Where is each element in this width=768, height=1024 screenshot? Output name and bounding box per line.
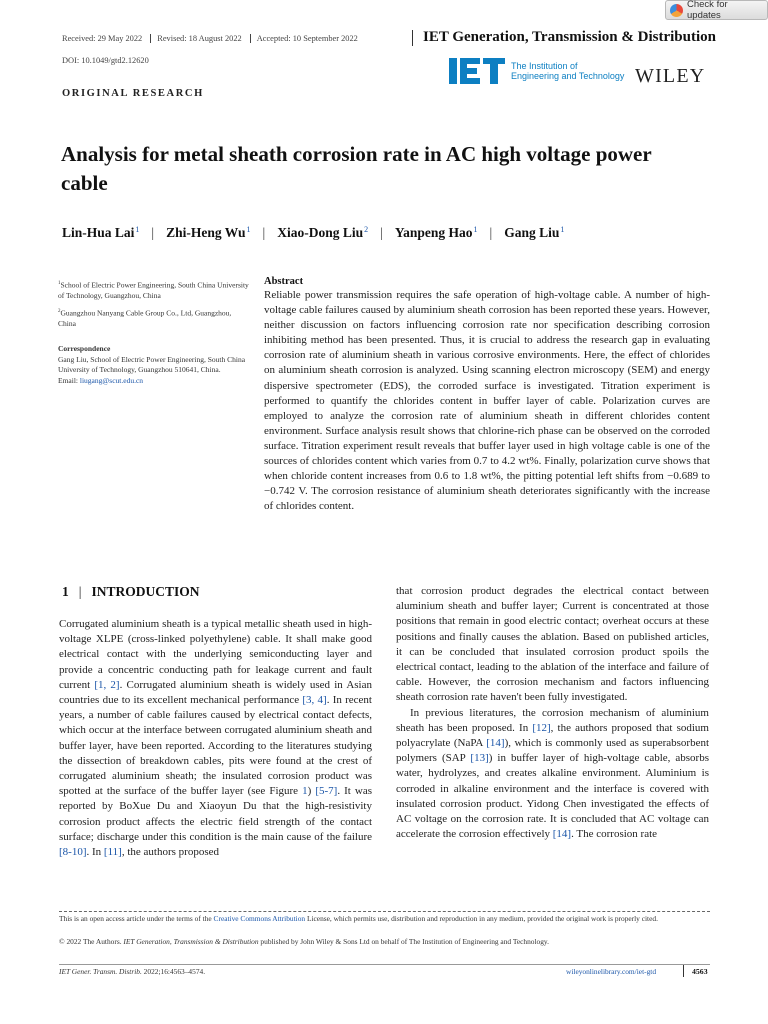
reference-link[interactable]: 1 [302, 785, 308, 798]
abstract-text: Reliable power transmission requires the safe operation of high-voltage cable. A number of high-voltage cable failures caused by aluminium sheath corrosion has been reported these years. However, neither discussion on factors influencing corrosion rate nor specification describing corrosion inhibiting method has been presented. Thus, it is crucial to address the research gap in evaluating corrosion rate of aluminium sheath in various corrosive environments. Here, the effect of chlorides on aluminium sheath corrosion is analyzed. Using scanning electron microscopy (SEM) and energy dispersive spectrometer (EDS), the corroded surface is investigated. Titration experiment is performed to quantify the chlorides content in buffer layer of cable. Polarization curves are employed to analyze the corrosion rate of aluminium sheath in different chlorides content environment. Surface analysis result shows that chlorine-rich phase can be observed on the corroded surface. Titration experiment result reveals that buffer layer used in high voltage cable is one of the sources of chlorides content which varies from 0.7 to 4.2 wt%. Finally, polarization curve shows that when chloride content increases from 0.6 to 1.8 wt%, the pitting potential left shifts from −0.689 to −0.742 V. The corrosion resistance of aluminium sheath deteriorates significantly with the increase of chlorides content. [264, 289, 710, 513]
affiliation-2: $^2$Guangzhou Nanyang Cable Group Co., Ltd, Guangzhou, China [58, 308, 232, 329]
affiliation-marker[interactable]: 2 [364, 225, 369, 234]
reference-link[interactable]: [8-10] [59, 846, 87, 859]
correspondence-text: Gang Liu, School of Electric Power Engineering, South China University of Technology, Guangzhou 510641, China. Email: liugang@scut.edu.cn [58, 355, 246, 385]
abstract [264, 276, 710, 514]
author-list [62, 225, 564, 241]
footer-separator [683, 965, 684, 977]
author-separator: | [262, 225, 266, 240]
footer-divider [59, 964, 710, 965]
crossmark-icon [670, 4, 683, 17]
wiley-logo: WILEY [635, 65, 706, 87]
reference-link[interactable]: [12] [532, 721, 551, 734]
author-separator: | [151, 225, 155, 240]
received-date: Received: 29 May 2022 [62, 34, 143, 43]
reference-link[interactable]: [11] [103, 846, 122, 859]
reference-link[interactable]: [14] [486, 737, 505, 750]
body-column-right [396, 584, 709, 842]
affiliation-marker[interactable]: 1 [135, 225, 140, 234]
correspondence-heading: Correspondence [58, 343, 111, 353]
iet-logo [449, 58, 624, 84]
iet-logo-mark [449, 58, 505, 84]
journal-name: IET Generation, Transmission & Distribution [423, 29, 716, 45]
reference-link[interactable]: [14] [552, 828, 572, 841]
affiliation-marker[interactable]: 1 [473, 225, 478, 234]
doi: DOI: 10.1049/gtd2.12620 [62, 56, 149, 65]
journal-divider [412, 30, 413, 46]
abstract-heading: Abstract [264, 276, 304, 287]
intro-paragraph-1: Corrugated aluminium sheath is a typical metallic sheath used in high-voltage XLPE (cross-linked polyethylene) cable. It shall make good electrical contact with the underlying semiconducting layer and provide a concentric conducting path for leakage current and fault current [1, 2]. Corrugated aluminium sheath is widely used in Asian countries due to its excellent mechanical performance [3, 4]. In recent years, a number of cable failures caused by electrical contact defects, which occur at the interface between corrugated aluminium sheath and buffer layer, have been reported. According to the literatures studying the dissection of breakdown cables, pits were found at the crest of corrugated aluminium sheath; the insulated corrosion product was spotted at the surface of the buffer layer (see Figure 1) [5-7]. It was reported by BoXue Du and Xiaoyun Du that the high-resistivity corrosion product affects the electric field strength of the contact surface; discharge under this condition is the main cause of the failure [8-10]. In [11], the authors proposed [59, 618, 373, 859]
email-link[interactable]: liugang@scut.edu.cn [79, 375, 144, 385]
affiliations [58, 279, 250, 392]
author-name[interactable]: Zhi-Heng Wu 1 [166, 225, 251, 240]
reference-link[interactable]: [5-7] [315, 785, 338, 798]
author-name[interactable]: Gang Liu 1 [504, 225, 565, 240]
author-separator: | [489, 225, 493, 240]
author-name[interactable]: Xiao-Dong Liu 2 [277, 225, 369, 240]
license-note: This is an open access article under the terms of the Creative Commons Attribution License, which permits use, distribution and reproduction in any medium, provided the original work is properly cited. [59, 914, 658, 923]
intro-paragraph-2: In previous literatures, the corrosion mechanism of aluminium sheath has been proposed. In [12], the authors proposed that sodium polyacrylate (NaPA [14]), which is commonly used as superabsorbent polymers (SAP [13]) in buffer layer of high-voltage cable, absorbs water, hydrolyzes, and creates alkaline environment. Aluminium is corroded in alkaline environment and the interface is covered with insulated corrosion product. Yidong Chen investigated the effects of AC voltage on the corrosion rate. It is concluded that AC voltage can accelerate the corrosion effectively [14]. The corrosion rate [396, 706, 710, 841]
copyright-note: © 2022 The Authors. IET Generation, Transmission & Distribution published by John Wiley & Sons Ltd on behalf of The Institution of Engineering and Technology. [59, 937, 549, 946]
author-name[interactable]: Yanpeng Hao 1 [394, 225, 478, 240]
author-separator: | [380, 225, 383, 240]
intro-paragraph-1-cont: that corrosion product degrades the electrical contact between aluminium sheath and buffer layer; Current is concentrated at those positions that remain in good electric contact; overheat occurs at these positions and finally causes the ablation. Based on published articles, it can be concluded that insulated corrosion product spoils the electrical contact, leading to the ablation of the interface and failure of cable. However, the corrosion mechanism and factors influencing sheath corrosion rate haven't been fully investigated. [396, 585, 709, 704]
author-name[interactable]: Lin-Hua Lai 1 [62, 225, 140, 240]
affiliation-marker[interactable]: 1 [246, 225, 251, 234]
reference-link[interactable]: [13] [470, 752, 489, 765]
iet-logo-text: The Institution of Engineering and Technology [511, 61, 625, 81]
affiliation-1: $^1$School of Electric Power Engineering, South China University of Technology, Guangzhou, China [58, 280, 249, 300]
section-heading-introduction: 1 | INTRODUCTION [62, 584, 200, 599]
accepted-date: Accepted: 10 September 2022 [250, 34, 366, 43]
footnote-separator [59, 911, 710, 912]
revised-date: Revised: 18 August 2022 [150, 34, 249, 43]
article-type: ORIGINAL RESEARCH [62, 88, 204, 99]
reference-link[interactable]: [1, 2] [94, 678, 120, 691]
journal-url-link[interactable]: wileyonlinelibrary.com/iet-gtd [566, 967, 657, 976]
check-for-updates-label: Check for updates [687, 0, 728, 21]
article-title: Analysis for metal sheath corrosion rate in AC high voltage power cable [61, 142, 652, 195]
check-for-updates-button[interactable] [665, 0, 768, 20]
page-number: 4563 [692, 967, 708, 976]
body-column-left [59, 617, 372, 860]
citation: IET Gener. Transm. Distrib. 2022;16:4563–4574. [59, 967, 206, 976]
affiliation-marker[interactable]: 1 [560, 225, 565, 234]
reference-link[interactable]: [3, 4] [302, 694, 327, 707]
license-link[interactable]: Creative Commons Attribution [213, 914, 306, 923]
article-dates [62, 34, 366, 43]
